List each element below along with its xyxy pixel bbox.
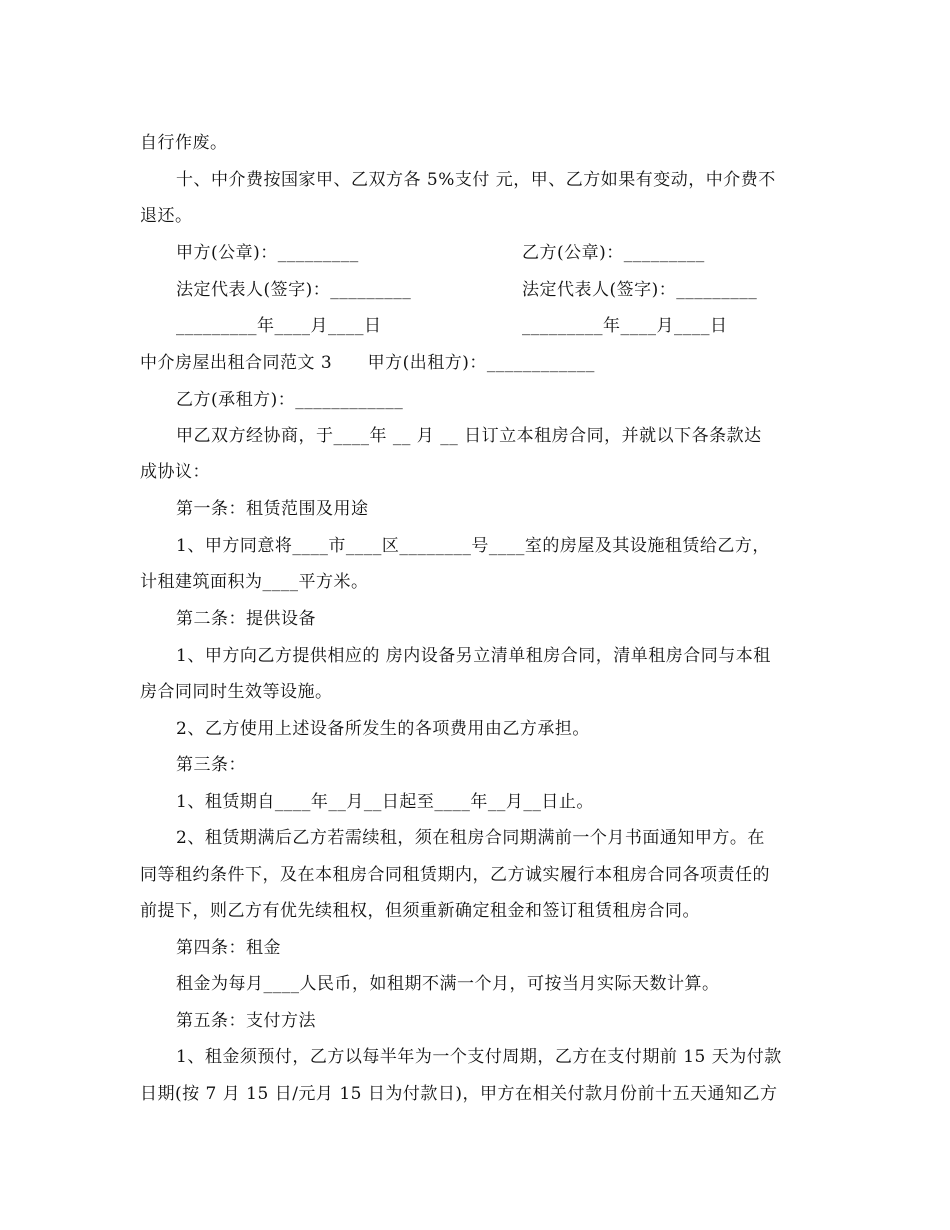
text-line: 租金为每月____人民币，如租期不满一个月，可按当月实际天数计算。 [176,974,720,994]
article-heading: 第一条：租赁范围及用途 [176,499,369,519]
text-line: 2、租赁期满后乙方若需续租，须在租房合同期满前一个月书面通知甲方。在 [176,828,765,848]
article-heading: 第四条：租金 [176,938,281,958]
party-b-date: _________年____月____日 [522,316,728,336]
text-line: 成协议： [140,462,210,482]
party-a-date: _________年____月____日 [176,316,382,336]
text-line: 退还。 [140,206,193,226]
party-b-seal: 乙方(公章)：_________ [522,243,705,263]
text-line: 甲乙双方经协商，于____年 __ 月 __ 日订立本租房合同，并就以下各条款达 [176,426,762,446]
party-b-representative: 法定代表人(签字)：_________ [522,280,758,300]
text-line: 1、甲方向乙方提供相应的 房内设备另立清单租房合同，清单租房合同与本租 [176,646,771,666]
party-a-seal: 甲方(公章)：_________ [176,243,359,263]
party-a-representative: 法定代表人(签字)：_________ [176,280,412,300]
article-heading: 第三条： [176,755,246,775]
text-line: 同等租约条件下，及在本租房合同租赁期内，乙方诚实履行本租房合同各项责任的 [140,865,770,885]
article-heading: 第二条：提供设备 [176,609,316,629]
text-line: 1、甲方同意将____市____区________号____室的房屋及其设施租赁给乙方， [176,536,770,556]
text-line: 2、乙方使用上述设备所发生的各项费用由乙方承担。 [176,719,590,739]
clause-10: 十、中介费按国家甲、乙双方各 5%支付 元，甲、乙方如果有变动，中介费不 [176,170,776,190]
article-heading: 第五条：支付方法 [176,1011,316,1031]
text-line: 日期(按 7 月 15 日/元月 15 日为付款日)，甲方在相关付款月份前十五天通知乙方 [140,1084,778,1104]
text-line: 1、租赁期自____年__月__日起至____年__月__日止。 [176,792,594,812]
lessee-line: 乙方(承租方)：____________ [176,390,404,410]
text-line: 房合同同时生效等设施。 [140,682,333,702]
section-heading: 中介房屋出租合同范文 3 甲方(出租方)：____________ [140,353,595,373]
text-line: 1、租金须预付，乙方以每半年为一个支付周期，乙方在支付期前 15 天为付款 [176,1047,782,1067]
text-line: 计租建筑面积为____平方米。 [140,572,369,592]
text-line: 自行作废。 [140,133,228,153]
text-line: 前提下，则乙方有优先续租权，但须重新确定租金和签订租赁租房合同。 [140,901,700,921]
